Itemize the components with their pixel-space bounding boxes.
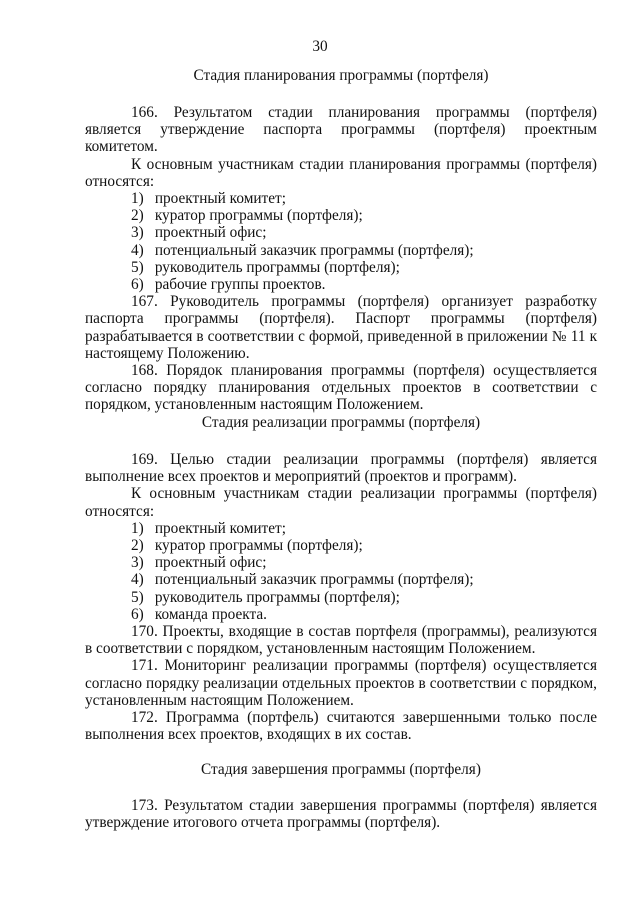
paragraph-169: 169. Целью стадии реализации программы (портфеля) является выполнение всех проектов и мероприятий (проектов и программ). [85,451,597,486]
paragraph-171: 171. Мониторинг реализации программы (портфеля) осуществляется согласно порядку реализации отдельных проектов в соответствии с порядком, установленным настоящим Положением. [85,657,597,709]
participants-intro: К основным участникам стадии реализации программы (портфеля) относятся: [85,485,597,520]
list-item: 3) проектный офис; [131,224,267,242]
section-heading-completion: Стадия завершения программы (портфеля) [201,761,481,778]
section-body-completion [85,797,597,831]
list-item: 3) проектный офис; [131,554,267,572]
list-item: 5) руководитель программы (портфеля); [131,258,400,276]
list-item: 6) рабочие группы проектов. [131,276,326,294]
paragraph-166: 166. Результатом стадии планирования программы (портфеля) является утверждение паспорта программы (портфеля) проектным комитетом. [85,104,597,156]
section-body-implementation [85,451,597,743]
list-item: 1) проектный комитет; [131,190,286,208]
list-item: 1) проектный комитет; [131,519,286,537]
list-item: 4) потенциальный заказчик программы (портфеля); [131,241,474,259]
paragraph-173: 173. Результатом стадии завершения программы (портфеля) является утверждение итогового отчета программы (портфеля). [85,797,597,832]
participants-list [85,520,597,623]
list-item: 5) руководитель программы (портфеля); [131,588,400,606]
list-item: 6) команда проекта. [131,605,267,623]
page-number: 30 [312,38,328,55]
paragraph-170: 170. Проекты, входящие в состав портфеля (программы), реализуются в соответствии с порядком, установленным настоящим Положением. [85,623,597,658]
participants-intro: К основным участникам стадии планирования программы (портфеля) относятся: [85,155,597,190]
list-item: 2) куратор программы (портфеля); [131,537,363,555]
list-item: 2) куратор программы (портфеля); [131,207,363,225]
list-item: 4) потенциальный заказчик программы (портфеля); [131,571,474,589]
paragraph-172: 172. Программа (портфель) считаются завершенными только после выполнения всех проектов, входящих в их состав. [85,709,597,744]
section-heading-planning: Стадия планирования программы (портфеля) [193,67,489,84]
paragraph-167: 167. Руководитель программы (портфеля) организует разработку паспорта программы (портфеля). Паспорт программы (портфеля) разрабатывается в соответствии с формой, приведенной в приложении № 11 к настоящему Положению. [85,293,597,362]
section-heading-implementation: Стадия реализации программы (портфеля) [201,414,481,431]
section-body-planning [85,104,597,414]
participants-list [85,190,597,293]
paragraph-168: 168. Порядок планирования программы (портфеля) осуществляется согласно порядку планирования отдельных проектов в соответствии с порядком, установленным настоящим Положением. [85,362,597,414]
